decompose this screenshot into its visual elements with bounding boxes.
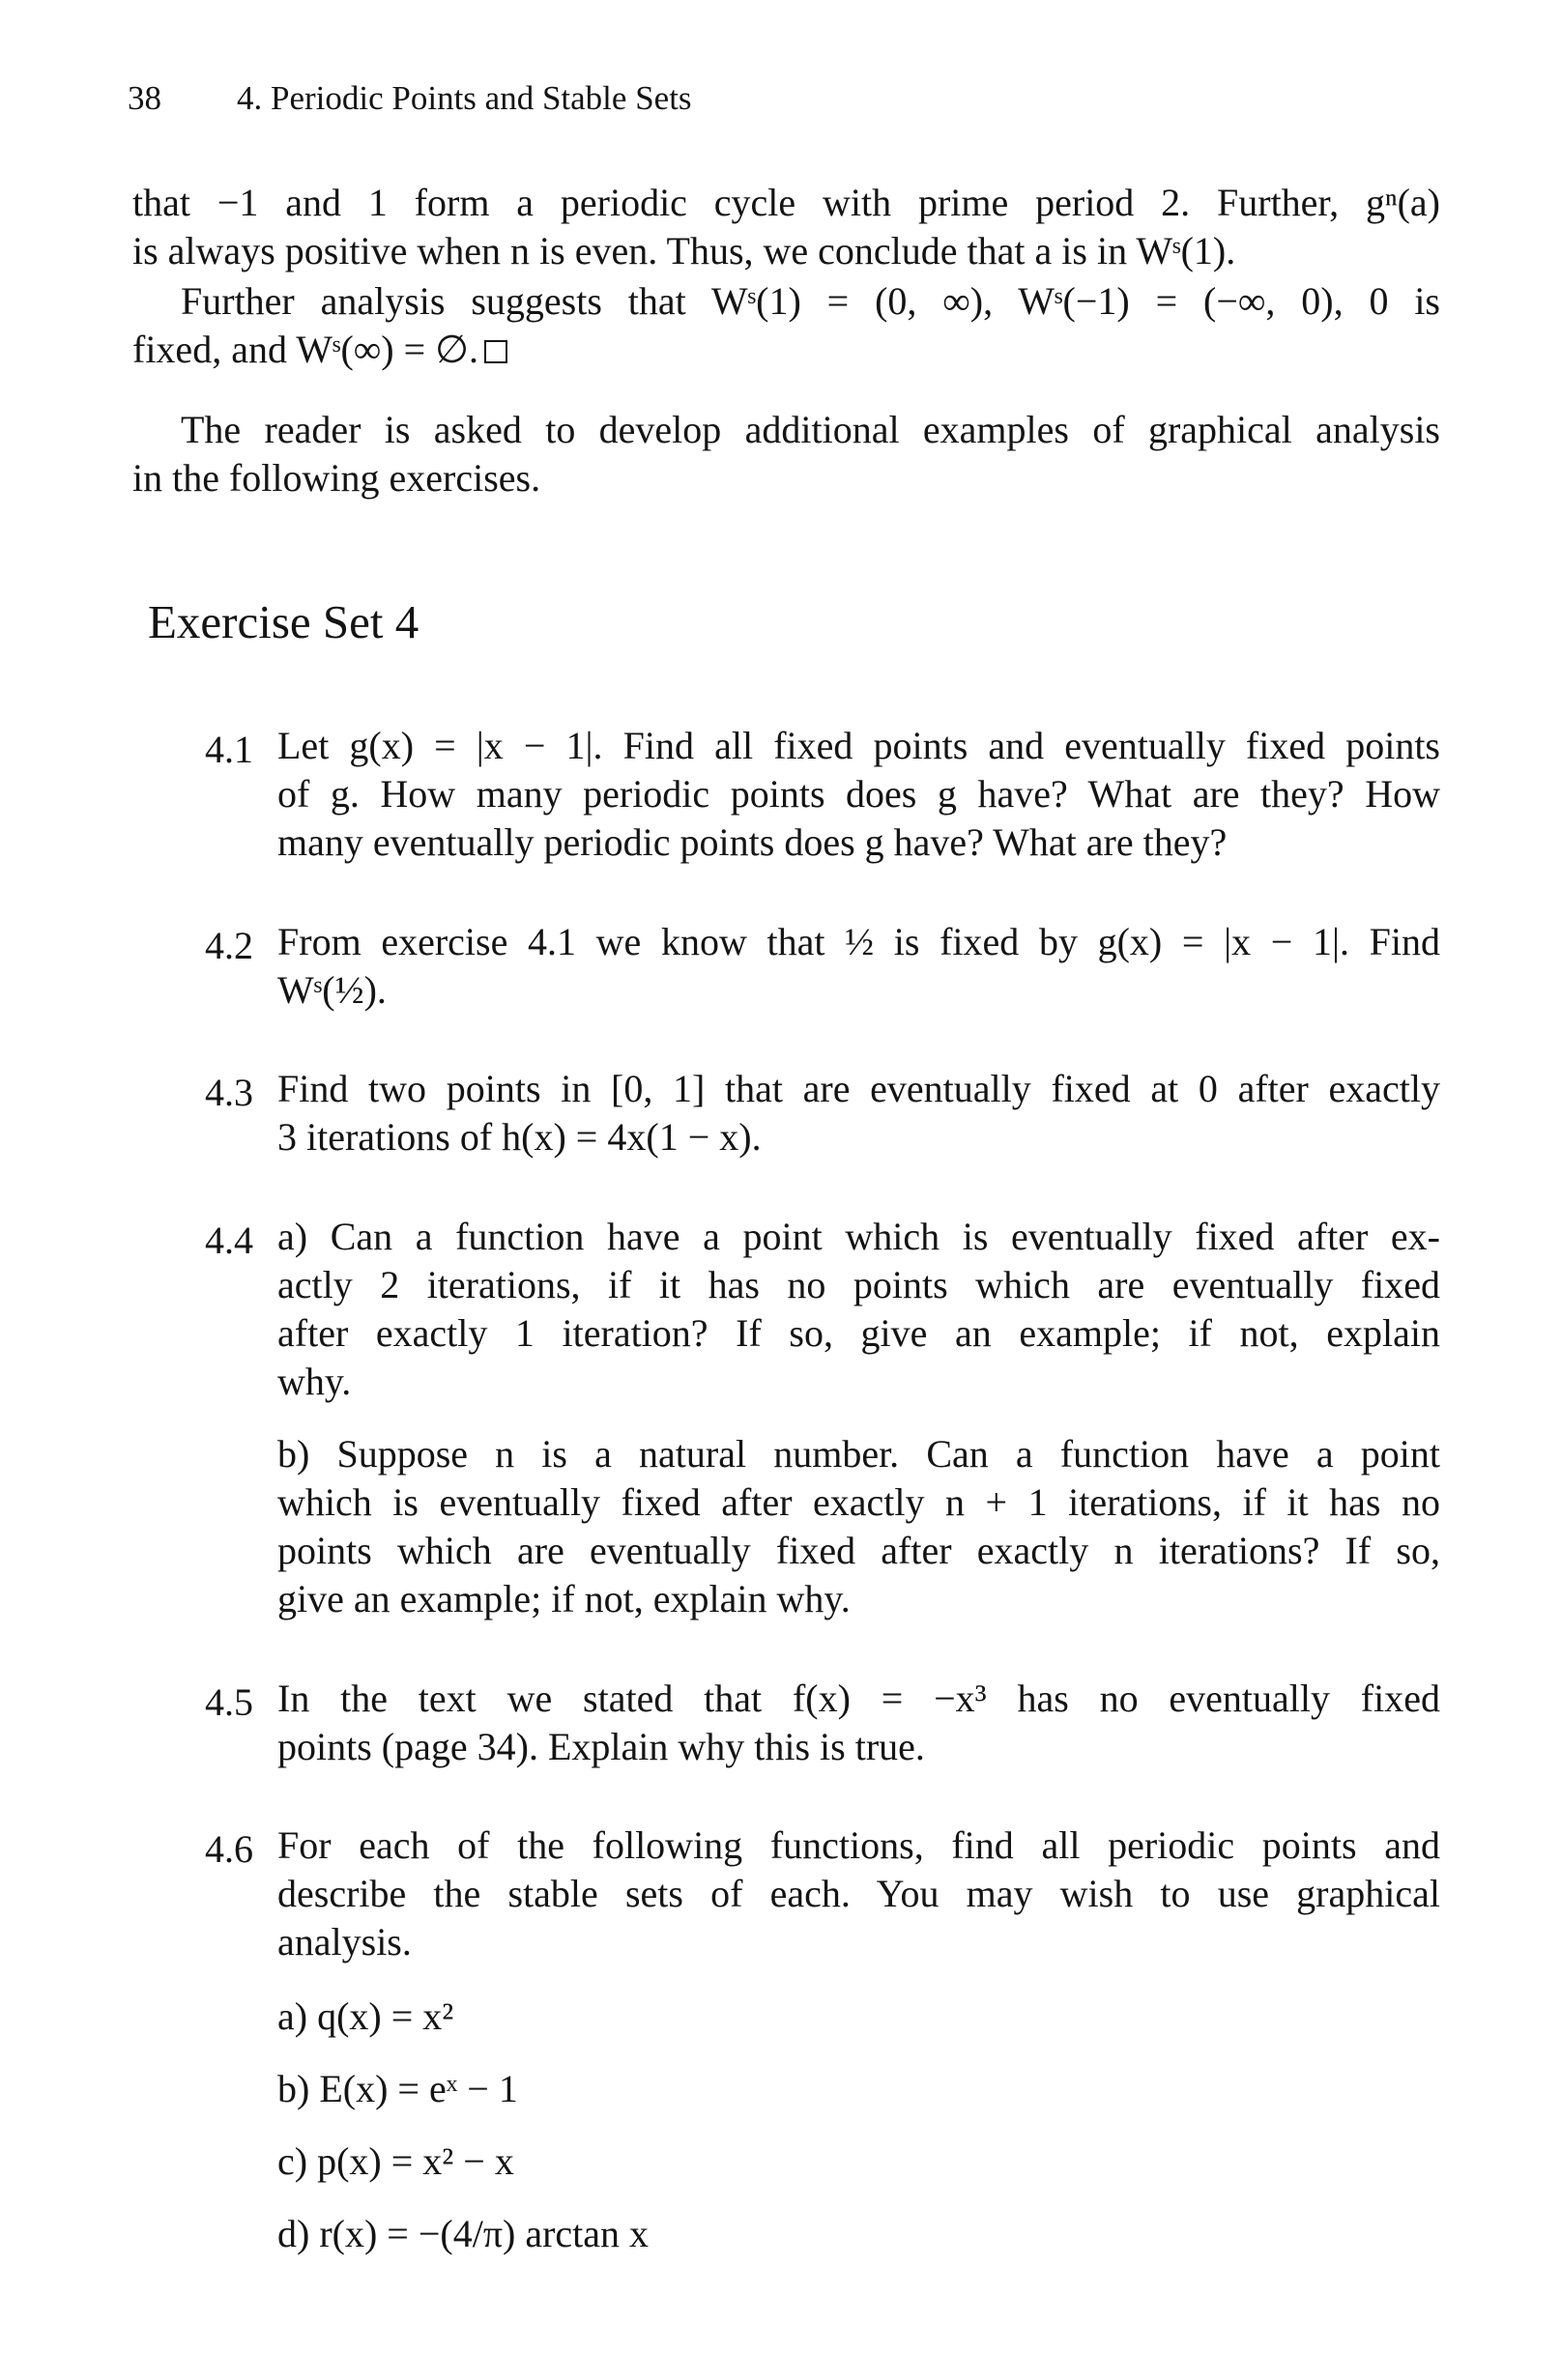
exercise-text: analysis. — [277, 1920, 412, 1964]
exercise-text: a) Can a function have a point which is eventually fixed after ex- — [277, 1215, 1440, 1258]
intro-line: fixed, and Wˢ(∞) = ∅. — [132, 330, 507, 369]
qed-symbol — [484, 340, 507, 363]
exercise-text: describe the stable sets of each. You may wish to use graphical — [277, 1872, 1440, 1915]
intro-line: Further analysis suggests that Wˢ(1) = (0, ∞), Wˢ(−1) = (−∞, 0), 0 is — [181, 279, 1440, 323]
exercise-number: 4.4 — [205, 1219, 253, 1262]
exercise-number: 4.3 — [205, 1071, 253, 1114]
exercise-text: Find two points in [0, 1] that are eventually fixed at 0 after exactly — [277, 1067, 1440, 1110]
exercise-text: give an example; if not, explain why. — [277, 1577, 851, 1620]
exercise-number: 4.6 — [205, 1827, 253, 1871]
exercise-number: 4.1 — [205, 728, 253, 771]
exercise-text: many eventually periodic points does g have? What are they? — [277, 820, 1228, 864]
exercise-text: From exercise 4.1 we know that ½ is fixed by g(x) = |x − 1|. Find — [277, 920, 1440, 963]
exercise-text: b) Suppose n is a natural number. Can a function have a point — [277, 1432, 1440, 1476]
exercise-number: 4.2 — [205, 924, 253, 967]
function-item: b) E(x) = eˣ − 1 — [277, 2067, 518, 2110]
exercise-text: actly 2 iterations, if it has no points which are eventually fixed — [277, 1263, 1440, 1306]
running-title: 4. Periodic Points and Stable Sets — [237, 79, 692, 117]
function-item: c) p(x) = x² − x — [277, 2139, 514, 2183]
exercise-text: In the text we stated that f(x) = −x³ has no eventually fixed — [277, 1677, 1440, 1720]
exercise-number: 4.5 — [205, 1680, 253, 1724]
exercise-text: why. — [277, 1360, 352, 1403]
exercise-text: points (page 34). Explain why this is true. — [277, 1725, 925, 1768]
exercise-text: of g. How many periodic points does g have? What are they? How — [277, 772, 1440, 816]
intro-line: is always positive when n is even. Thus, we conclude that a is in Wˢ(1). — [132, 229, 1236, 272]
section-title: Exercise Set 4 — [148, 595, 419, 648]
exercise-text: after exactly 1 iteration? If so, give an example; if not, explain — [277, 1311, 1440, 1355]
function-item: a) q(x) = x² — [277, 1994, 454, 2038]
exercise-text: Wˢ(½). — [277, 968, 387, 1012]
exercise-text: For each of the following functions, find all periodic points and — [277, 1823, 1440, 1867]
function-item: d) r(x) = −(4/π) arctan x — [277, 2212, 650, 2255]
exercise-text: 3 iterations of h(x) = 4x(1 − x). — [277, 1115, 762, 1159]
exercise-text: Let g(x) = |x − 1|. Find all fixed points and eventually fixed points — [277, 724, 1440, 767]
exercise-text: which is eventually fixed after exactly n + 1 iterations, if it has no — [277, 1480, 1440, 1524]
intro-line: The reader is asked to develop additional examples of graphical analysis — [181, 408, 1440, 451]
intro-line: that −1 and 1 form a periodic cycle with prime period 2. Further, gⁿ(a) — [132, 181, 1440, 224]
page-number: 38 — [128, 79, 161, 117]
exercise-text: points which are eventually fixed after exactly n iterations? If so, — [277, 1529, 1440, 1572]
intro-line: in the following exercises. — [132, 456, 541, 500]
